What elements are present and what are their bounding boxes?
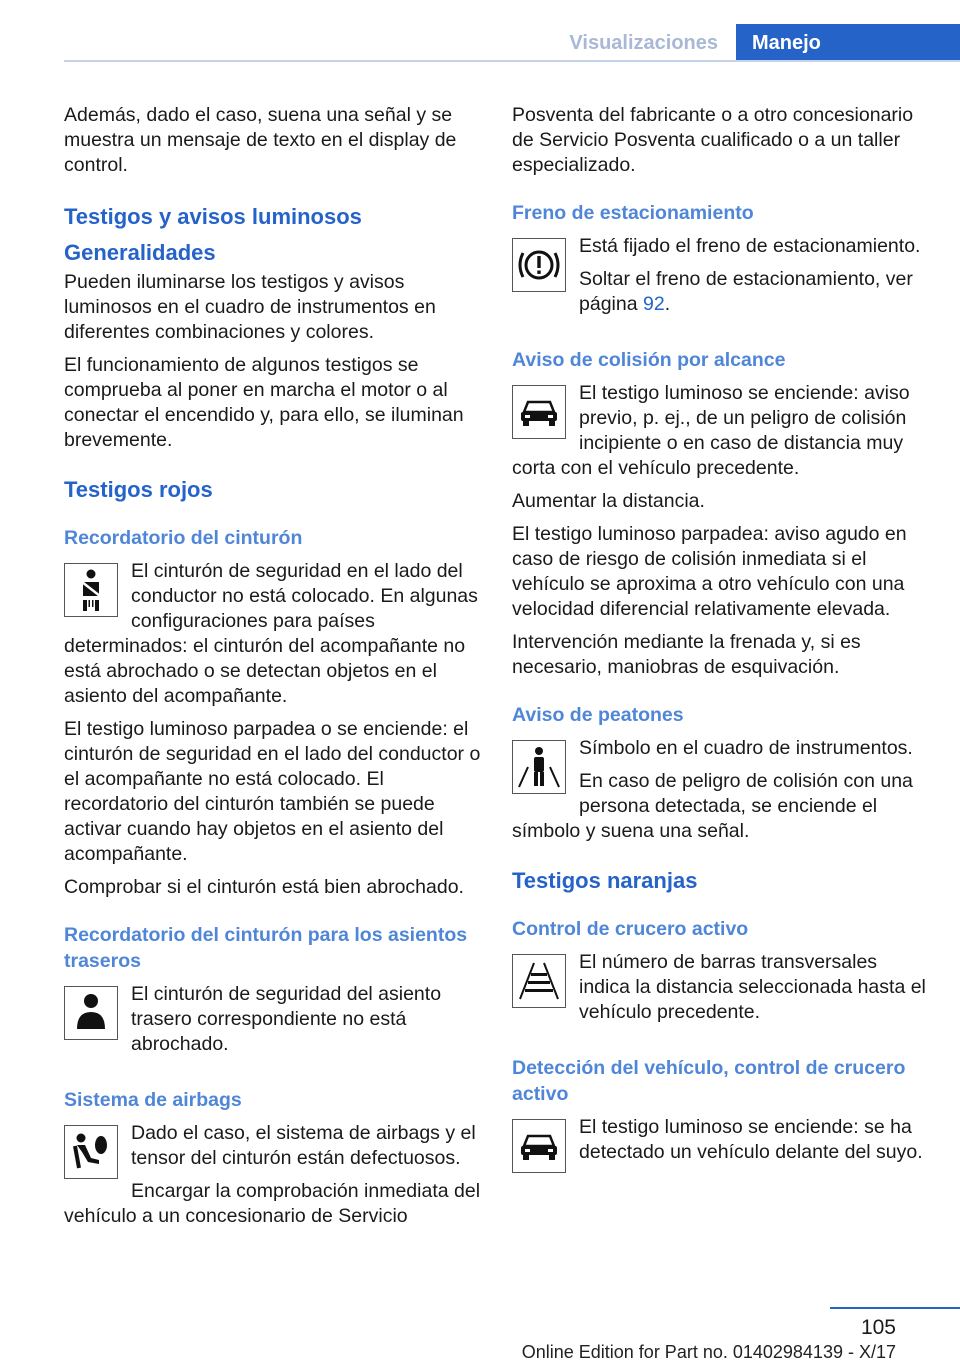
heading-sistema-airbags: Sistema de airbags: [64, 1089, 242, 1111]
heading-deteccion-vehiculo: Detección del vehículo, control de crucero activo: [512, 1057, 906, 1105]
footer-rule: [830, 1307, 960, 1309]
paragraph-colision-4: Intervención mediante la frenada y, si es necesario, maniobras de esquivación.: [512, 631, 861, 678]
pedestrian-icon: [512, 740, 566, 794]
paragraph-freno-1: Está fijado el freno de estacionamiento.: [579, 235, 921, 257]
paragraph-cinturon-3: Comprobar si el cinturón está bien abrochado.: [64, 876, 464, 898]
freno-text-end: .: [664, 293, 671, 315]
edition-label: Online Edition for Part no. 01402984139 - X/17: [521, 1342, 896, 1362]
vehicle-detected-icon: [512, 1119, 566, 1173]
heading-cinturon-traseros: Recordatorio del cinturón para los asientos traseros: [64, 924, 468, 972]
paragraph-cinturon-1: El cinturón de seguridad en el lado del conductor no está colocado. En algunas configuraciones para países determinados: el cinturón del acompañante no está abrochado o se detectan objetos en el asiento del acompañante.: [64, 560, 478, 707]
paragraph-colision-2: Aumentar la distancia.: [512, 490, 705, 512]
paragraph-airbags-1: Dado el caso, el sistema de airbags y el tensor del cinturón están defectuosos.: [131, 1122, 476, 1169]
paragraph-deteccion: El testigo luminoso se enciende: se ha detectado un vehículo delante del suyo.: [579, 1116, 923, 1163]
heading-recordatorio-cinturon: Recordatorio del cinturón: [64, 527, 303, 549]
heading-freno-estacionamiento: Freno de estacionamiento: [512, 202, 754, 224]
page-number: 105: [860, 1316, 896, 1339]
left-column: [64, 103, 482, 1237]
paragraph-generalidades-1: Pueden iluminarse los testigos y avisos luminosos en el cuadro de instrumentos en diferentes combinaciones y colores.: [64, 271, 436, 343]
page-link-92[interactable]: 92: [642, 293, 665, 315]
paragraph-generalidades-2: El funcionamiento de algunos testigos se comprueba al poner en marcha el motor o al conectar el encendido y, para ello, se iluminan brevemente.: [64, 354, 464, 451]
page-footer: [0, 1300, 960, 1362]
tab-manejo[interactable]: Manejo: [736, 24, 960, 62]
airbag-icon: [64, 1125, 118, 1179]
paragraph-colision-1: El testigo luminoso se enciende: aviso previo, p. ej., de un peligro de colisión incipiente o en caso de distancia muy corta con el vehículo precedente.: [512, 382, 910, 479]
paragraph-colision-3: El testigo luminoso parpadea: aviso agudo en caso de riesgo de colisión inmediata si el vehículo se aproxima a otro vehículo con una velocidad diferencial relativamente elevada.: [512, 523, 907, 620]
heading-testigos-rojos: Testigos rojos: [64, 477, 213, 502]
paragraph-intro: Además, dado el caso, suena una señal y se muestra un mensaje de texto en el display de control.: [64, 104, 457, 176]
rear-seat-person-icon: [64, 986, 118, 1040]
paragraph-freno-2: [512, 267, 928, 317]
heading-control-crucero: Control de crucero activo: [512, 918, 749, 940]
tab-visualizaciones[interactable]: Visualizaciones: [569, 32, 718, 54]
paragraph-airbags-2: Encargar la comprobación inmediata del vehículo a un concesionario de Servicio: [64, 1180, 481, 1227]
cruise-distance-icon: [512, 954, 566, 1008]
paragraph-peatones-2: En caso de peligro de colisión con una persona detectada, se enciende el símbolo y suena una señal.: [512, 770, 913, 842]
freno-text: Soltar el freno de estacionamiento, ver página: [579, 268, 913, 315]
right-column: [512, 103, 928, 1177]
header-bar: [64, 24, 960, 62]
paragraph-traseros: El cinturón de seguridad del asiento trasero correspondiente no está abrochado.: [131, 983, 442, 1055]
paragraph-continuacion: Posventa del fabricante o a otro concesionario de Servicio Posventa cualificado o a un taller especializado.: [512, 104, 914, 176]
parking-brake-icon: [512, 238, 566, 292]
heading-aviso-peatones: Aviso de peatones: [512, 704, 684, 726]
heading-aviso-colision: Aviso de colisión por alcance: [512, 349, 786, 371]
header-rule: [64, 60, 960, 62]
heading-testigos-naranjas: Testigos naranjas: [512, 868, 698, 893]
seatbelt-icon: [64, 563, 118, 617]
paragraph-crucero: El número de barras transversales indica la distancia seleccionada hasta el vehículo precedente.: [579, 951, 926, 1023]
heading-generalidades: Generalidades: [64, 240, 216, 265]
car-front-icon: [512, 385, 566, 439]
paragraph-peatones-1: Símbolo en el cuadro de instrumentos.: [579, 737, 913, 759]
paragraph-cinturon-2: El testigo luminoso parpadea o se enciende: el cinturón de seguridad en el lado del conductor o el acompañante no está colocado. El recordatorio del cinturón también se puede activar cuando hay objetos en el asiento del acompañante.: [64, 718, 481, 865]
heading-testigos-avisos: Testigos y avisos luminosos: [64, 204, 362, 229]
